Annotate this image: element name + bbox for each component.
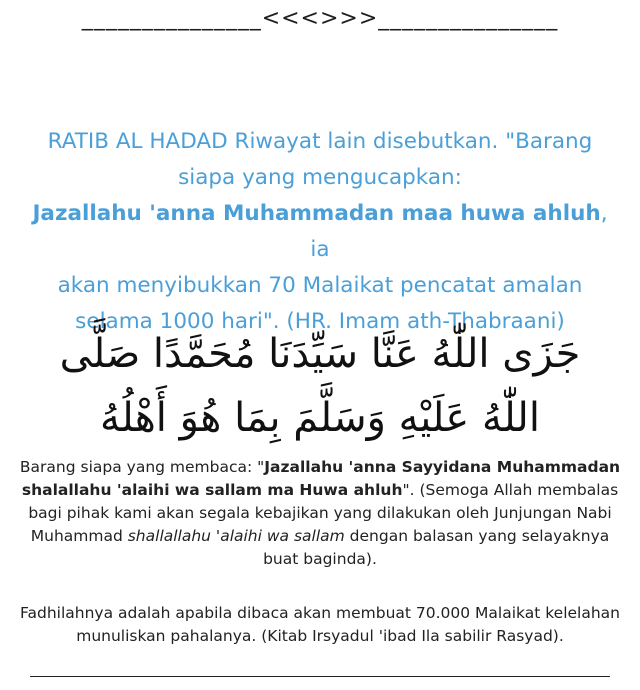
intro-paragraph bbox=[20, 124, 620, 340]
explanation-suffix: dengan balasan yang selayaknya buat baginda). bbox=[263, 527, 610, 568]
intro-line-4: akan menyibukkan 70 Malaikat pencatat amalan bbox=[57, 273, 583, 298]
bottom-divider bbox=[30, 676, 610, 677]
arabic-prayer bbox=[10, 322, 630, 450]
explanation-prefix: Barang siapa yang membaca: " bbox=[19, 458, 265, 476]
arabic-line-1: جَزَى اللّٰهُ عَنَّا سَيِّدَنَا مُحَمَّدًا صَلَّى bbox=[59, 331, 581, 377]
intro-line-3-rest: , ia bbox=[310, 201, 608, 262]
explanation-paragraph bbox=[12, 456, 628, 571]
intro-line-1: RATIB AL HADAD Riwayat lain disebutkan. "Barang bbox=[47, 129, 593, 154]
explanation-italic-phrase: shallallahu 'alaihi wa sallam bbox=[127, 527, 345, 545]
top-divider: _______________<<<>>>_______________ bbox=[81, 6, 559, 31]
intro-line-2: siapa yang mengucapkan: bbox=[178, 165, 462, 190]
explanation-middle: ". (Semoga Allah membalas bagi pihak kami akan segala kebajikan yang dilakukan oleh Junjungan Nabi Muhammad bbox=[28, 481, 619, 545]
intro-highlight: Jazallahu 'anna Muhammadan maa huwa ahluh bbox=[32, 201, 601, 226]
arabic-line-2: اللّٰهُ عَلَيْهِ وَسَلَّمَ بِمَا هُوَ أَهْلُهُ bbox=[100, 395, 540, 441]
explanation-bold-phrase: Jazallahu 'anna Sayyidana Muhammadan shalallahu 'alaihi wa sallam ma Huwa ahluh bbox=[21, 458, 621, 499]
intro-line-5: selama 1000 hari". (HR. Imam ath-Thabraani) bbox=[75, 309, 565, 334]
fadhilah-paragraph: Fadhilahnya adalah apabila dibaca akan membuat 70.000 Malaikat kelelahan munuliskan pahalanya. (Kitab Irsyadul 'ibad Ila sabilir Rasyad). bbox=[20, 604, 620, 645]
